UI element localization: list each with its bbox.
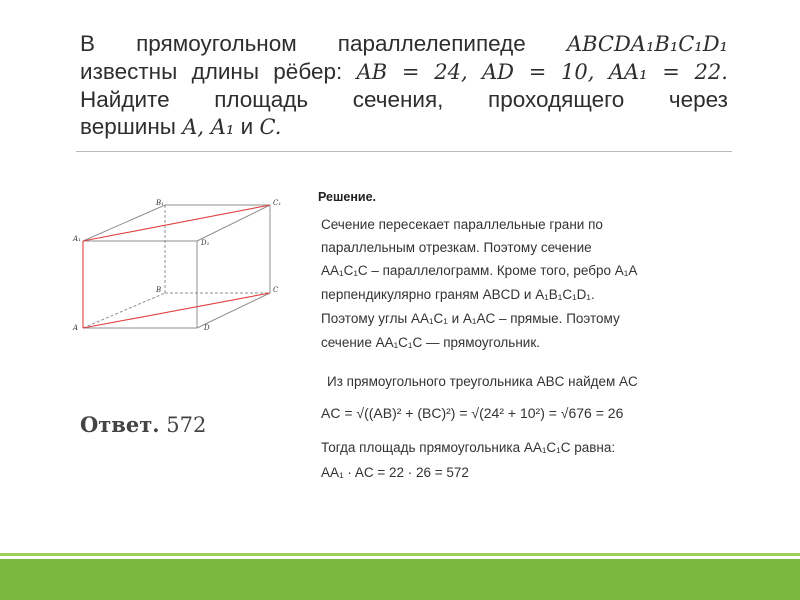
solution-line: AA₁C₁C – параллелограмм. Кроме того, ребро A₁A [321,263,638,278]
edge-a1-b1 [83,205,165,241]
solution-line: Тогда площадь прямоугольника AA₁C₁C равна: [321,440,616,455]
problem-text: Найдите площадь сечения, проходящего через [80,87,728,112]
solution-title: Решение. [318,190,377,204]
solution-line: параллельным отрезкам. Поэтому сечение [321,240,592,255]
footer-accent-line [0,553,800,556]
solution-formula: AC = √((AB)² + (BC)²) = √(24² + 10²) = √676 = 26 [321,405,624,421]
answer-label: Ответ. [80,412,160,437]
problem-math: AB = 24, [356,60,468,84]
label-a: A [73,324,79,332]
solution-line: Сечение пересекает параллельные грани по [321,217,603,232]
problem-math: C. [259,115,282,139]
label-d: D [204,324,210,332]
problem-math: AD = 10, [481,60,595,84]
solution-line: Поэтому углы AA₁C₁ и A₁AC – прямые. Поэтому [321,311,620,326]
label-c1: C₁ [273,199,282,207]
problem-text: и [240,114,254,139]
answer-value: 572 [166,413,207,437]
label-d1: D₁ [201,239,210,247]
section-a1-c1 [83,205,270,241]
section-a-c [83,293,270,328]
problem-line-1 [80,30,728,58]
solution-line: сечение AA₁C₁C — прямоугольник. [321,335,540,350]
divider-line [76,151,732,152]
problem-math: ABCDA₁B₁C₁D₁ [566,32,728,56]
label-b1: B₁ [156,199,164,207]
problem-line-3 [80,86,728,113]
problem-line-2 [80,58,728,86]
edge-c1-d1 [197,205,270,241]
answer [80,412,206,437]
label-c: C [273,286,279,294]
label-b: B [156,286,162,294]
solution-result: AA₁ · AC = 22 · 26 = 572 [321,465,469,480]
label-a1: A₁ [73,235,81,243]
solution-line: перпендикулярно граням ABCD и A₁B₁C₁D₁. [321,287,595,302]
problem-line-4 [80,113,728,141]
problem-statement [80,30,728,141]
problem-text: В прямоугольном параллелепипеде [80,31,526,56]
parallelepiped-figure [70,195,288,345]
problem-text: известны длины рёбер: [80,59,343,84]
footer-bar [0,559,800,600]
edge-c-d [197,293,270,328]
edge-a-b [83,293,165,328]
problem-text: вершины [80,114,176,139]
problem-math: A, A₁ [182,115,235,139]
problem-math: AA₁ = 22. [608,60,728,84]
solution-line: Из прямоугольного треугольника ABC найдем AC [327,374,638,389]
